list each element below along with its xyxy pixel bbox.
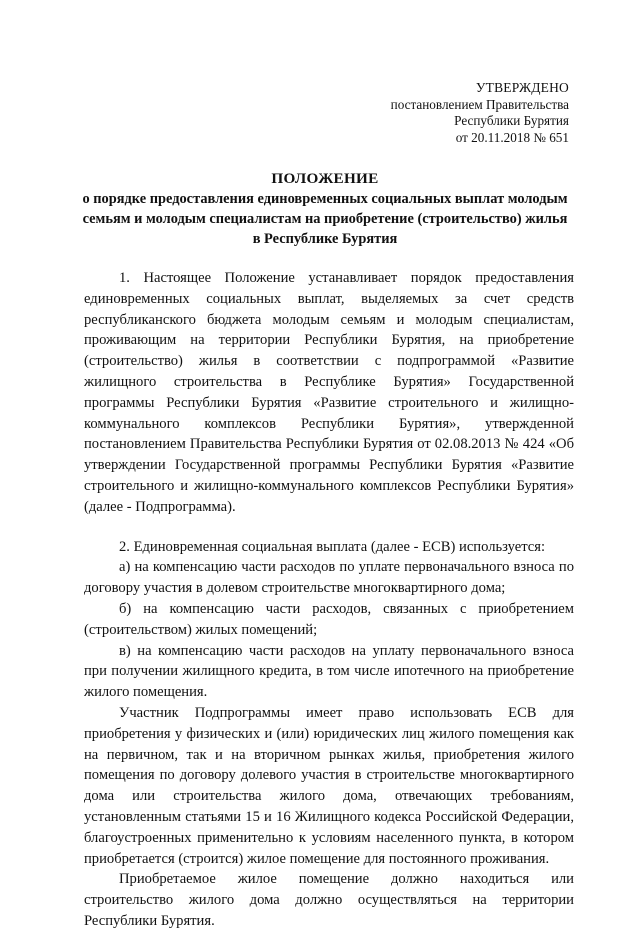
document-subtitle: о порядке предоставления единовременных социальных выплат молодым семьям и молодым специалистам на приобретение (строительство) жилья в Республике Бурятия bbox=[82, 191, 568, 248]
approval-title: УТВЕРЖДЕНО bbox=[475, 80, 569, 95]
approval-stamp bbox=[309, 80, 569, 146]
paragraph-2c: в) на компенсацию части расходов на уплату первоначального взноса при получении жилищного кредита, в том числе ипотечного на приобретение жилого помещения. bbox=[84, 642, 574, 701]
approval-line-1: постановлением Правительства bbox=[390, 96, 569, 112]
document-title: ПОЛОЖЕНИЕ bbox=[271, 170, 379, 187]
document-title-block bbox=[80, 169, 570, 250]
paragraph-3: Участник Подпрограммы имеет право использовать ЕСВ для приобретения у физических и (или) юридических лиц жилого помещения как на первичном, так и на вторичном рынках жилья, приобретения жилого помещения по договору долевого участия в строительстве многоквартирного дома или строительства жилого дома, отвечающих требованиям, установленным статьями 15 и 16 Жилищного кодекса Российской Федерации, благоустроенных применительно к условиям населенного пункта, в котором приобретается (строится) жилое помещение для постоянного проживания. bbox=[84, 704, 574, 867]
paragraph-2a: а) на компенсацию части расходов по уплате первоначального взноса по договору участия в долевом строительстве многоквартирного дома; bbox=[84, 559, 574, 597]
approval-line-3: от 20.11.2018 № 651 bbox=[455, 129, 569, 145]
approval-line-2: Республики Бурятия bbox=[454, 113, 569, 128]
paragraph-2b: б) на компенсацию части расходов, связанных с приобретением (строительством) жилых помещений; bbox=[84, 600, 574, 638]
paragraph-2: 2. Единовременная социальная выплата (далее - ЕСВ) используется: bbox=[119, 538, 545, 555]
paragraph-4: Приобретаемое жилое помещение должно находиться или строительство жилого дома должно осуществляться на территории Республики Бурятия. bbox=[84, 871, 574, 929]
paragraph-1: 1. Настоящее Положение устанавливает порядок предоставления единовременных социальных выплат, выделяемых за счет средств республиканского бюджета молодым семьям и молодым специалистам, проживающим на территории Республики Бурятия, на приобретение (строительство) жилья в соответствии с подпрограммой «Развитие жилищного строительства в Республике Бурятия» Государственной программы Республики Бурятия «Развитие строительного и жилищно-коммунального комплексов Республики Бурятия», утвержденной постановлением Правительства Республики Бурятия от 02.08.2013 № 424 «Об утверждении Государственной программы Республики Бурятия «Развитие строительного и жилищно-коммунального комплексов Республики Бурятия» (далее - Подпрограмма). bbox=[84, 270, 574, 515]
document-body bbox=[84, 268, 574, 932]
paragraph-spacer bbox=[84, 518, 574, 537]
